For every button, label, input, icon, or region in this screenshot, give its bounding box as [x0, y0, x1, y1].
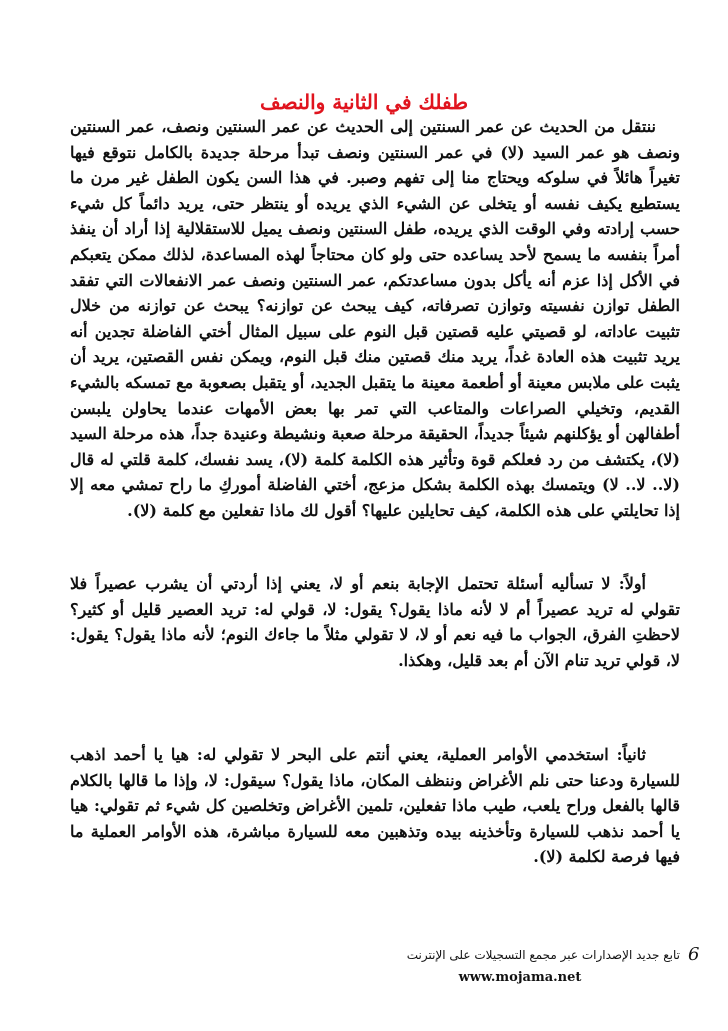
paragraph-2: أولاً: لا تسأليه أسئلة تحتمل الإجابة بنعم أو لا، يعني إذا أردتي أن يشرب عصيراً فلا تقولي له تريد عصيراً أم لا لأنه ماذا يقول؟ يقول: لا، قولي له: تريد العصير قليل أو كثير؟ لاحظتِ الفرق، الجواب ما فيه نعم أو لا، لا تقولي مثلاً ما جاءك النوم؛ لأنه ماذا يقول؟ يقول: لا، قولي تريد تنام الآن أم بعد قليل، وهكذا. — [70, 574, 680, 670]
page-title: طفلك في الثانية والنصف — [259, 90, 469, 114]
paragraph-3: ثانياً: استخدمي الأوامر العملية، يعني أنتم على البحر لا تقولي له: هيا يا أحمد اذهب للسيارة ودعنا حتى نلم الأغراض وننظف المكان، ماذا يقول؟ سيقول: لا، وإذا ما قالها بالكلام قالها بالفعل وراح يلعب، طيب ماذا تفعلين، تلمين الأغراض وتخلصين كل شيء ثم تقولي: هيا يا أحمد نذهب للسيارة وتأخذينه بيده وتذهبين معه للسيارة مباشرة، هذه الأوامر العملية ما فيها فرصة لكلمة (لا). — [70, 745, 680, 867]
footer-note: تابع جديد الإصدارات عبر مجمع التسجيلات على الإنترنت — [406, 948, 680, 962]
page-number: 6 — [688, 944, 700, 965]
footer-url[interactable]: www.mojama.net — [458, 970, 582, 985]
paragraph-1 — [70, 114, 680, 524]
paragraph-1-text: ننتقل من الحديث عن عمر السنتين إلى الحديث عن عمر السنتين ونصف، عمر السنتين ونصف هو عمر السيد (لا) في عمر السنتين ونصف تبدأ مرحلة جديدة بالكامل نتوقع فيها تغيراً هائلاً في سلوكه ويحتاج منا إلى تفهم وصبر. في هذا السن يكون الطفل غير مرن ما يستطيع يكيف نفسه أو يتخلى عن الشيء الذي يريده أو ينتظر حتى، يريد دائماً كل شيء حسب إرادته وفي الوقت الذي يريده، طفل السنتين ونصف يميل للاستقلالية إذا أراد أن ينفذ أمراً بنفسه ما يسمح لأحد يساعده حتى ولو كان محتاجاً لهذه المساعدة، لذلك ممكن يتعبكم في الأكل إذا عزم أنه يأكل بدون مساعدتكم، عمر السنتين ونصف عمر الانفعالات التي تفقد الطفل توازن نفسيته وتوازن تصرفاته، كيف يبحث عن توازنه؟ يبحث عن توازنه من خلال تثبيت عاداته، لو قصيتي عليه قصتين قبل النوم على سبيل المثال أختي الفاضلة تجدين أنه يريد تثبيت هذه العادة غداً، يريد منك قصتين منك قبل النوم، ويمكن نفس القصتين، يريد أن يثبت على ملابس معينة أو أطعمة معينة ما يتقبل الجديد، أو يتقبل بصعوبة مع تمسكه بالشيء القديم، وتخيلي الصراعات والمتاعب التي تمر بها بعض الأمهات عندما يحاولن يلبسن أطفالهن أو يؤكلنهم شيئاً جديداً، الحقيقة مرحلة صعبة ونشيطة وعنيدة جداً، هذه مرحلة السيد (لا)، يكتشف من رد فعلكم قوة وتأثير هذه الكلمة كلمة (لا)، يسد نفسك، كلمة قلتي له قال (لا.. لا.. لا) ويتمسك بهذه الكلمة بشكل مزعج، أختي الفاضلة أموركِ ما راح تمشي معه إلا إذا تحايلتي على هذه الكلمة، كيف تحايلين عليها؟ أقول لك ماذا تفعلين مع كلمة (لا). — [70, 117, 681, 520]
